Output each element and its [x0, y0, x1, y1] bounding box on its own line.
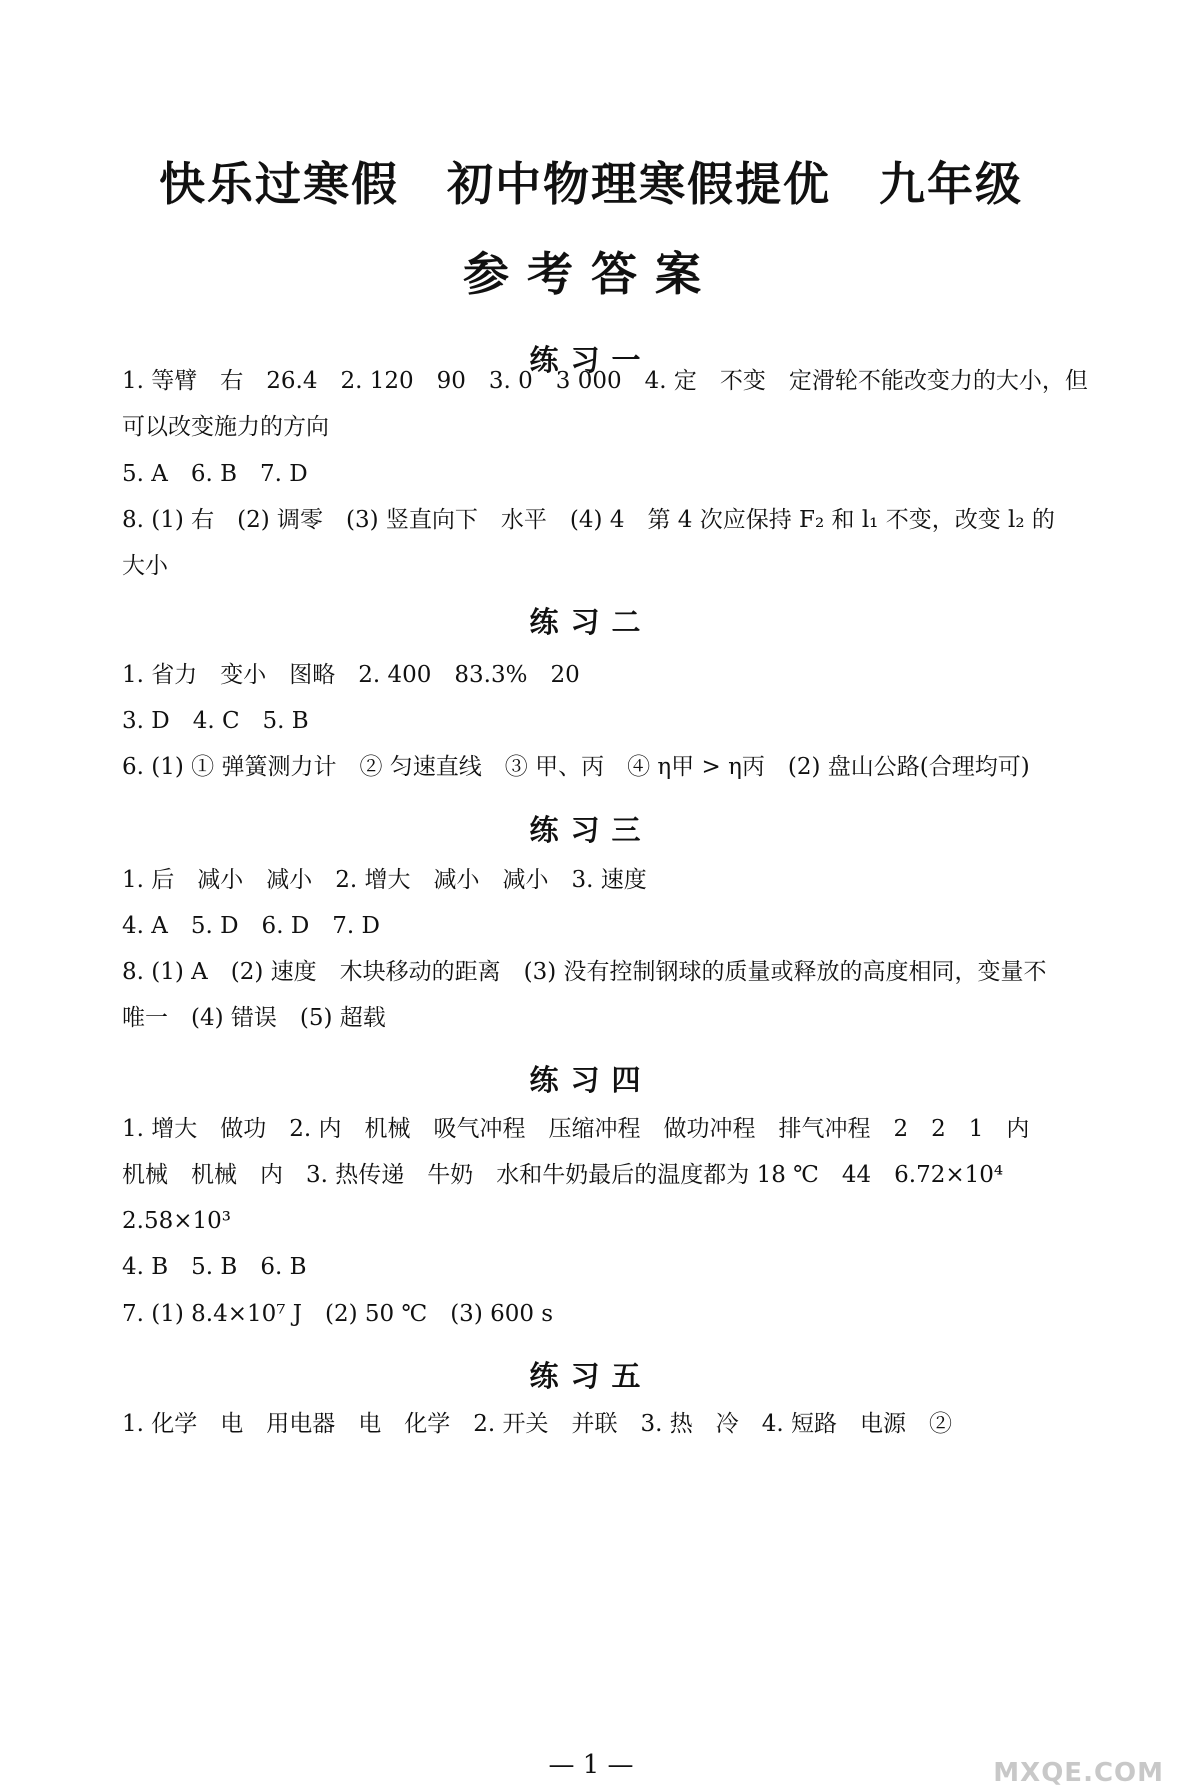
answer-line: 3. D 4. C 5. B	[122, 708, 309, 734]
page-title: 快乐过寒假 初中物理寒假提优 九年级	[159, 157, 1023, 211]
answer-line: 1. 省力 变小 图略 2. 400 83.3% 20	[122, 662, 580, 688]
section-heading: 练习五	[529, 1359, 653, 1393]
answer-line: 4. B 5. B 6. B	[122, 1254, 307, 1280]
answer-line: 机械 机械 内 3. 热传递 牛奶 水和牛奶最后的温度都为 18 ℃ 44 6.72×10⁴	[122, 1162, 1004, 1188]
answer-line: 7. (1) 8.4×10⁷ J (2) 50 ℃ (3) 600 s	[122, 1301, 554, 1327]
answer-line: 4. A 5. D 6. D 7. D	[122, 913, 380, 939]
answer-line: 可以改变施力的方向	[122, 414, 329, 440]
answer-line: 1. 化学 电 用电器 电 化学 2. 开关 并联 3. 热 冷 4. 短路 电源 ②	[122, 1411, 953, 1437]
answer-line: 6. (1) ① 弹簧测力计 ② 匀速直线 ③ 甲、丙 ④ η甲 > η丙 (2) 盘山公路(合理均可)	[122, 754, 1030, 780]
answer-line: 1. 等臂 右 26.4 2. 120 90 3. 0 3 000 4. 定 不变 定滑轮不能改变力的大小，但	[122, 368, 1088, 394]
section-heading: 练习二	[529, 605, 653, 639]
page-subtitle: 参考答案	[463, 247, 719, 301]
section-heading: 练习三	[529, 813, 653, 847]
answer-line: 2.58×10³	[122, 1208, 231, 1234]
answer-line: 8. (1) A (2) 速度 木块移动的距离 (3) 没有控制钢球的质量或释放的高度相同，变量不	[122, 959, 1047, 985]
answer-line: 大小	[122, 553, 168, 579]
watermark-logo: MXQE.COM	[993, 1758, 1164, 1788]
section-heading: 练习一	[529, 343, 653, 377]
answer-line: 唯一 (4) 错误 (5) 超载	[122, 1005, 386, 1031]
section-heading: 练习四	[529, 1063, 653, 1097]
page-number: — 1 —	[548, 1750, 634, 1780]
answer-line: 1. 后 减小 减小 2. 增大 减小 减小 3. 速度	[122, 867, 647, 893]
answer-line: 8. (1) 右 (2) 调零 (3) 竖直向下 水平 (4) 4 第 4 次应保持 F₂ 和 l₁ 不变，改变 l₂ 的	[122, 507, 1055, 533]
answer-line: 1. 增大 做功 2. 内 机械 吸气冲程 压缩冲程 做功冲程 排气冲程 2 2 1 内	[122, 1116, 1030, 1142]
answer-line: 5. A 6. B 7. D	[122, 461, 308, 487]
